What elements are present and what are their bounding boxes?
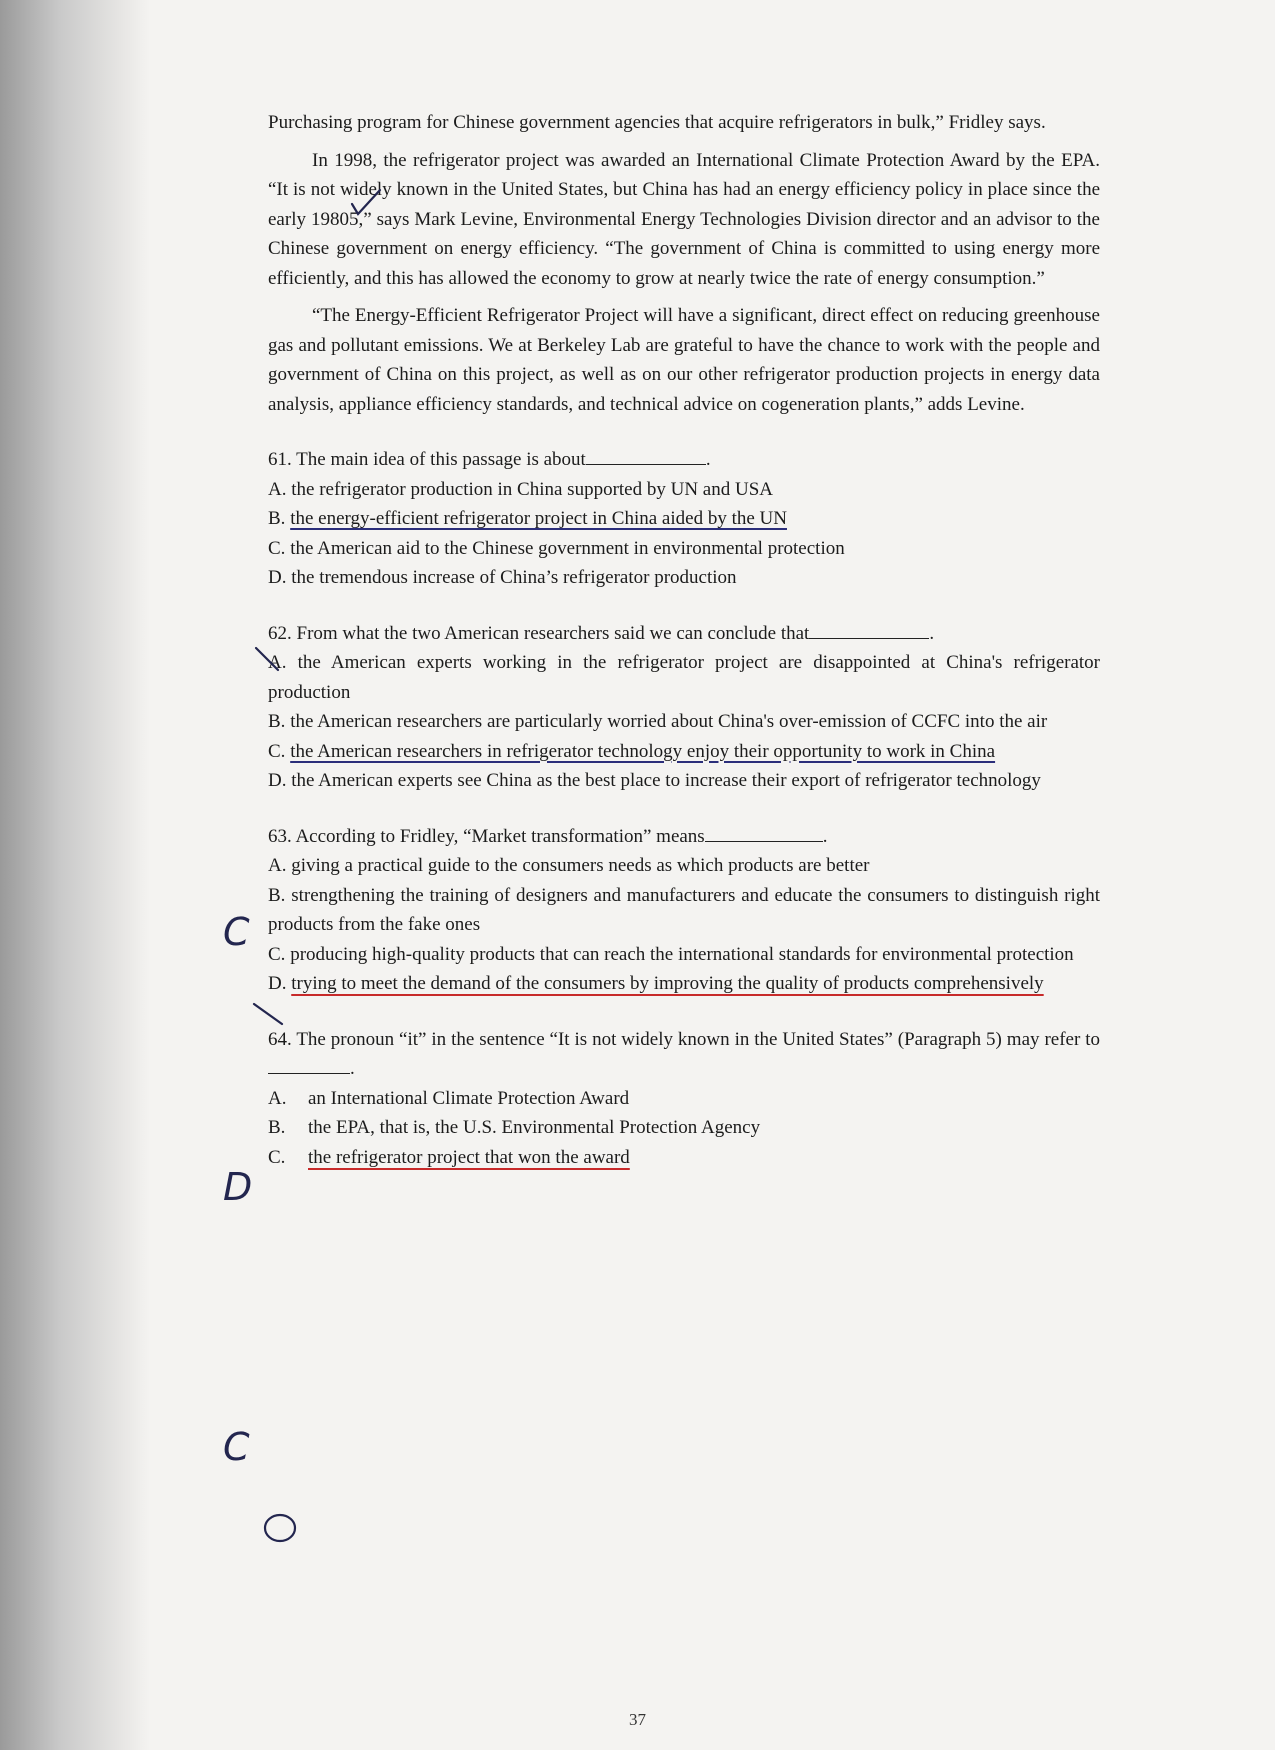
option-c: C. producing high-quality products that can reach the international standards for environmental protection xyxy=(268,943,1074,965)
option-d: D. trying to meet the demand of the consumers by improving the quality of products comprehensively xyxy=(268,973,1044,994)
option-d: D. the American experts see China as the best place to increase their export of refrigerator technology xyxy=(268,770,1041,791)
option-b: B. the energy-efficient refrigerator project in China aided by the UN xyxy=(268,508,787,529)
exam-page xyxy=(268,108,1100,1172)
option-c: C. the American aid to the Chinese government in environmental protection xyxy=(268,537,845,559)
option-a: A. giving a practical guide to the consumers needs as which products are better xyxy=(268,855,870,876)
page-gutter-shadow xyxy=(0,0,150,1750)
option-d: D. the tremendous increase of China’s refrigerator production xyxy=(268,567,737,588)
question-61 xyxy=(268,445,1100,593)
question-stem: 62. From what the two American researchers said we can conclude that . xyxy=(268,619,1100,649)
passage-paragraph-1: Purchasing program for Chinese government agencies that acquire refrigerators in bulk,” Fridley says. xyxy=(268,112,1046,133)
handwritten-answer-63: D xyxy=(223,1165,253,1209)
option-b: B. the EPA, that is, the U.S. Environmental Protection Agency xyxy=(268,1117,761,1138)
page-number: 37 xyxy=(629,1710,646,1729)
question-63 xyxy=(268,822,1100,999)
question-stem: 63. According to Fridley, “Market transformation” means . xyxy=(268,822,1100,852)
question-stem: 61. The main idea of this passage is about . xyxy=(268,445,1100,475)
handwritten-answer-62: C xyxy=(223,910,250,954)
question-62 xyxy=(268,619,1100,796)
option-a: A. the refrigerator production in China supported by UN and USA xyxy=(268,478,773,500)
option-c: C. the refrigerator project that won the award xyxy=(268,1146,630,1168)
option-a: A. an International Climate Protection Award xyxy=(268,1087,630,1109)
option-b: B. strengthening the training of designers and manufacturers and educate the consumers to distinguish right products from the fake ones xyxy=(268,884,1100,935)
option-c: C. the American researchers in refrigerator technology enjoy their opportunity to work in China xyxy=(268,740,996,762)
passage-paragraph-3: “The Energy-Efficient Refrigerator Project will have a significant, direct effect on reducing greenhouse gas and pollutant emissions. We at Berkeley Lab are grateful to have the chance to work with the people and government of China on this project, as well as on our other refrigerator production projects in energy data analysis, appliance efficiency standards, and technical advice on cogeneration plants,” adds Levine. xyxy=(268,305,1100,415)
option-b: B. the American researchers are particularly worried about China's over-emission of CCFC into the air xyxy=(268,711,1048,732)
answer-circle-icon xyxy=(265,1515,295,1541)
option-a: A. the American experts working in the refrigerator project are disappointed at China's refrigerator production xyxy=(268,652,1100,703)
question-64 xyxy=(268,1025,1100,1173)
question-stem: 64. The pronoun “it” in the sentence “It is not widely known in the United States” (Paragraph 5) may refer to. xyxy=(268,1028,1100,1079)
handwritten-answer-64: C xyxy=(223,1425,250,1469)
passage-paragraph-2: In 1998, the refrigerator project was awarded an International Climate Protection Award by the EPA. “It is not widely known in the United States, but China has had an energy efficiency policy in place since the early 19805,” says Mark Levine, Environmental Energy Technologies Division director and an advisor to the Chinese government on energy efficiency. “The government of China is committed to using energy more efficiently, and this has allowed the economy to grow at nearly twice the rate of energy consumption.” xyxy=(268,149,1100,289)
